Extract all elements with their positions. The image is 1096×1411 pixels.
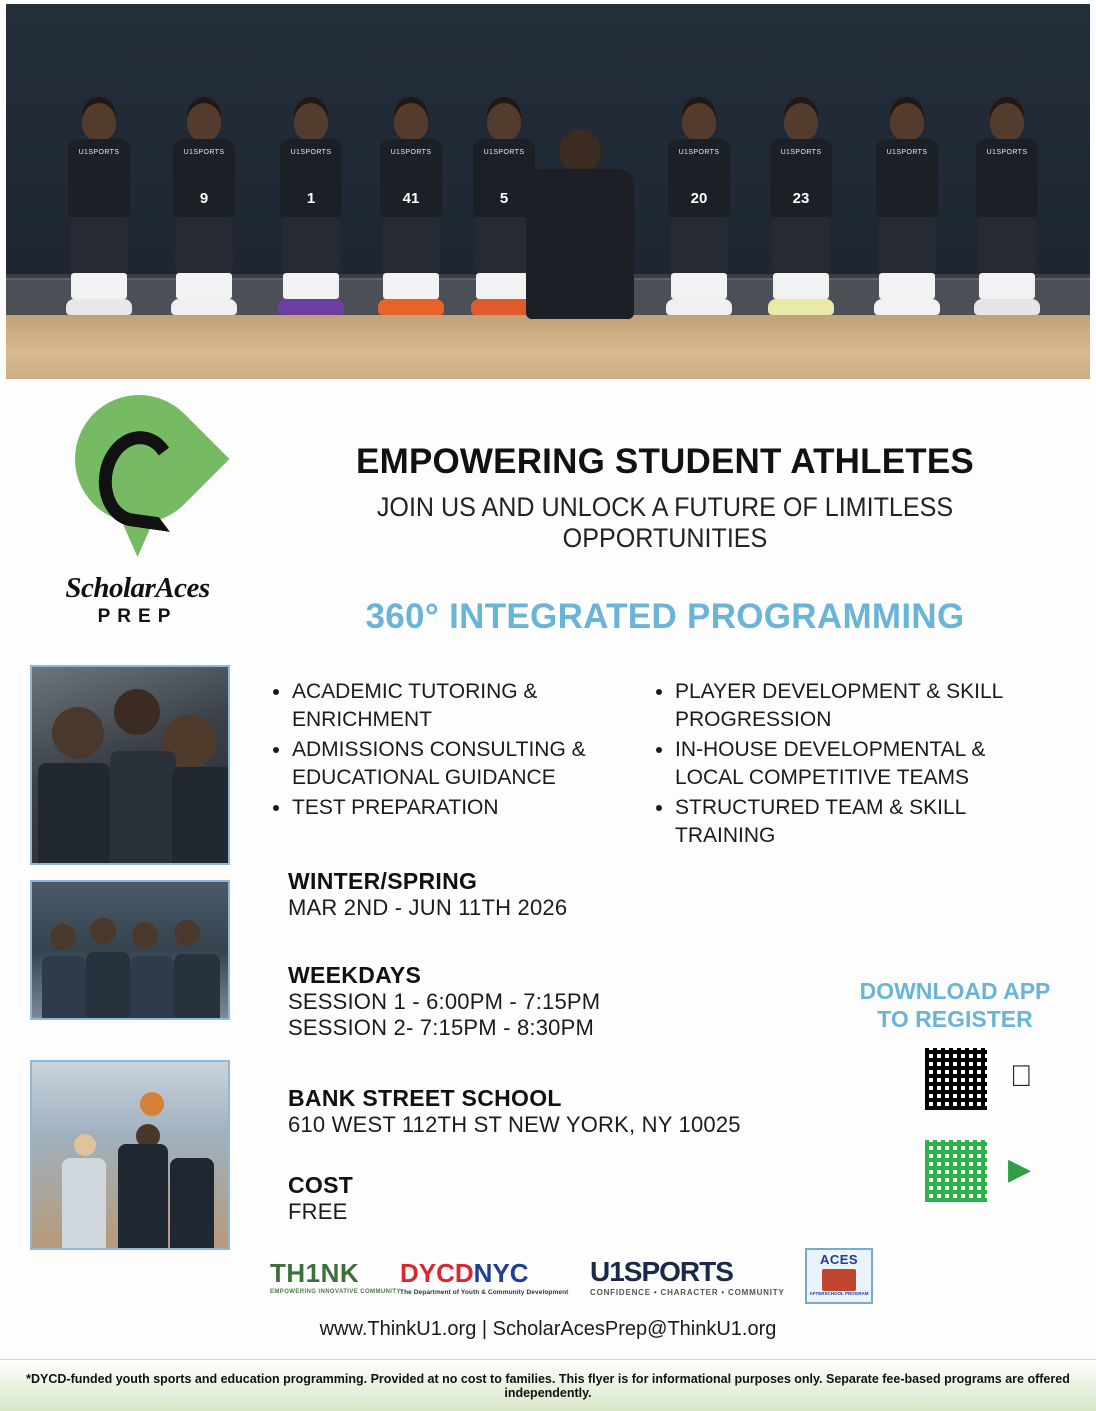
coach-body xyxy=(526,169,634,319)
player-torso xyxy=(876,139,938,217)
jersey-brand: U1SPORTS xyxy=(886,149,928,157)
player-legs xyxy=(282,217,340,273)
player-socks xyxy=(476,273,532,299)
player-torso xyxy=(770,139,832,217)
nyc-wordmark: NYC xyxy=(473,1258,529,1288)
jersey-brand: U1SPORTS xyxy=(78,149,120,157)
player-torso xyxy=(380,139,442,217)
list-item: • PLAYER DEVELOPMENT & SKILL PROGRESSION xyxy=(675,678,1055,734)
player-head xyxy=(784,103,818,141)
jersey-number: 41 xyxy=(402,190,420,208)
player-legs xyxy=(70,217,128,273)
download-line-1: DOWNLOAD APP xyxy=(859,978,1051,1004)
player-head xyxy=(294,103,328,141)
jersey-number: 5 xyxy=(499,190,509,208)
player-head xyxy=(82,103,116,141)
list-item: • STRUCTURED TEAM & SKILL TRAINING xyxy=(675,794,1055,850)
bullet-list-academic xyxy=(272,678,602,824)
player-legs xyxy=(475,217,533,273)
partner-dycd-logo xyxy=(400,1258,568,1296)
player-shoes xyxy=(874,299,940,315)
hero-photo xyxy=(6,4,1090,379)
partner-aces-logo xyxy=(805,1248,873,1304)
page-title: EMPOWERING STUDENT ATHLETES xyxy=(356,442,974,481)
jersey-brand: U1SPORTS xyxy=(780,149,822,157)
aces-emblem-icon xyxy=(822,1269,856,1291)
aces-tagline: AFTERSCHOOL PROGRAM xyxy=(809,1291,869,1296)
jersey-number: 20 xyxy=(690,190,708,208)
player-shoes xyxy=(278,299,344,315)
detail-weekdays xyxy=(288,962,600,1041)
player-socks xyxy=(383,273,439,299)
jersey-brand: U1SPORTS xyxy=(290,149,332,157)
list-item: • ADMISSIONS CONSULTING & EDUCATIONAL GUIDANCE xyxy=(292,736,602,792)
season-label: WINTER/SPRING xyxy=(288,868,478,894)
partner-logos xyxy=(260,1248,880,1308)
jersey-brand: U1SPORTS xyxy=(678,149,720,157)
player-torso xyxy=(173,139,235,217)
location-label: BANK STREET SCHOOL xyxy=(288,1085,562,1111)
jersey-brand: U1SPORTS xyxy=(483,149,525,157)
jersey-number: 23 xyxy=(792,190,810,208)
season-value: MAR 2ND - JUN 11TH 2026 xyxy=(288,895,568,920)
photo-team-group xyxy=(30,880,230,1020)
player-torso xyxy=(668,139,730,217)
contact-line[interactable]: www.ThinkU1.org | ScholarAcesPrep@ThinkU1.org xyxy=(319,1318,777,1340)
weekdays-label: WEEKDAYS xyxy=(288,962,422,988)
player-torso xyxy=(976,139,1038,217)
player-head xyxy=(990,103,1024,141)
player-figure xyxy=(171,103,237,315)
session-1: SESSION 1 - 6:00PM - 7:15PM xyxy=(288,989,601,1014)
google-play-icon[interactable]: ▶ xyxy=(1008,1153,1032,1186)
detail-location xyxy=(288,1085,741,1138)
player-figure xyxy=(974,103,1040,315)
disclaimer-text: *DYCD-funded youth sports and education programming. Provided at no cost to families. This flyer is for informational purposes only. Separate fee-based programs are offered independently. xyxy=(26,1372,1070,1400)
player-figure xyxy=(666,103,732,315)
player-legs xyxy=(382,217,440,273)
scholaraces-logo xyxy=(30,395,245,628)
player-torso xyxy=(280,139,342,217)
partner-u1sports-logo xyxy=(590,1256,785,1297)
player-socks xyxy=(176,273,232,299)
player-head xyxy=(187,103,221,141)
player-head xyxy=(394,103,428,141)
player-figure xyxy=(768,103,834,315)
player-socks xyxy=(879,273,935,299)
u1-tagline: CONFIDENCE • CHARACTER • COMMUNITY xyxy=(590,1288,785,1297)
section-title: 360° INTEGRATED PROGRAMMING xyxy=(365,597,965,636)
player-figure xyxy=(378,103,444,315)
hero-floor xyxy=(6,315,1090,379)
player-socks xyxy=(283,273,339,299)
photo-team-huddle xyxy=(30,665,230,865)
dycd-tagline: The Department of Youth & Community Development xyxy=(400,1289,569,1296)
logo-subtext: PREP xyxy=(97,606,178,627)
download-line-2: TO REGISTER xyxy=(877,1005,1033,1032)
cost-label: COST xyxy=(288,1172,354,1198)
spade-logo-icon xyxy=(53,395,223,570)
bullet-list-athletic xyxy=(655,678,1055,852)
player-shoes xyxy=(171,299,237,315)
player-torso xyxy=(68,139,130,217)
player-shoes xyxy=(66,299,132,315)
player-legs xyxy=(878,217,936,273)
player-socks xyxy=(671,273,727,299)
u1-wordmark: U1SPORTS xyxy=(590,1256,733,1287)
qr-code-android[interactable] xyxy=(925,1140,987,1202)
player-shoes xyxy=(974,299,1040,315)
cost-value: FREE xyxy=(288,1199,348,1224)
think-tagline: EMPOWERING INNOVATIVE COMMUNITY xyxy=(270,1289,401,1295)
player-figure xyxy=(66,103,132,315)
player-legs xyxy=(772,217,830,273)
location-address: 610 WEST 112TH ST NEW YORK, NY 10025 xyxy=(288,1112,741,1137)
session-2: SESSION 2- 7:15PM - 8:30PM xyxy=(288,1015,594,1040)
list-item: • IN-HOUSE DEVELOPMENTAL & LOCAL COMPETITIVE TEAMS xyxy=(675,736,1055,792)
page-subtitle: JOIN US AND UNLOCK A FUTURE OF LIMITLESS OPPORTUNITIES xyxy=(376,492,954,553)
player-figure xyxy=(278,103,344,315)
logo-wordmark: ScholarAces xyxy=(65,572,210,604)
player-socks xyxy=(979,273,1035,299)
download-app-title xyxy=(830,978,1080,1033)
player-shoes xyxy=(378,299,444,315)
player-legs xyxy=(175,217,233,273)
jersey-number: 1 xyxy=(306,190,316,208)
dycd-wordmark: DYCD xyxy=(400,1258,474,1288)
player-head xyxy=(682,103,716,141)
jersey-brand: U1SPORTS xyxy=(390,149,432,157)
player-legs xyxy=(978,217,1036,273)
player-legs xyxy=(670,217,728,273)
apple-logo-icon[interactable] xyxy=(1010,1060,1033,1094)
disclaimer-bar xyxy=(0,1359,1096,1411)
list-item: • ACADEMIC TUTORING & ENRICHMENT xyxy=(292,678,602,734)
list-item: • TEST PREPARATION xyxy=(292,794,602,822)
detail-cost xyxy=(288,1172,353,1225)
player-socks xyxy=(71,273,127,299)
player-head xyxy=(890,103,924,141)
detail-season xyxy=(288,868,567,921)
player-socks xyxy=(773,273,829,299)
coach-figure xyxy=(526,129,634,319)
partner-think-logo xyxy=(270,1258,401,1295)
jersey-brand: U1SPORTS xyxy=(183,149,225,157)
basketball-icon xyxy=(140,1092,164,1116)
player-shoes xyxy=(768,299,834,315)
photo-game-action xyxy=(30,1060,230,1250)
aces-wordmark: ACES xyxy=(819,1252,859,1267)
player-head xyxy=(487,103,521,141)
player-shoes xyxy=(666,299,732,315)
jersey-number: 9 xyxy=(199,190,209,208)
qr-code-ios[interactable] xyxy=(925,1048,987,1110)
think-wordmark: TH1NK xyxy=(270,1258,360,1288)
player-figure xyxy=(874,103,940,315)
jersey-brand: U1SPORTS xyxy=(986,149,1028,157)
coach-head xyxy=(559,129,601,173)
